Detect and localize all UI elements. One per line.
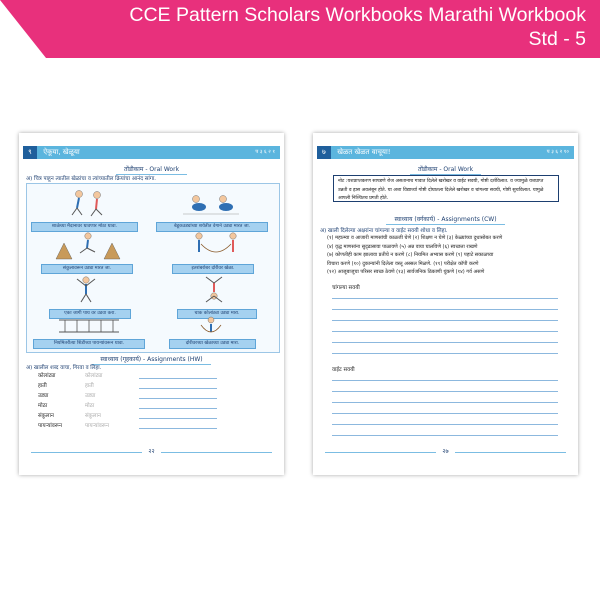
word-row: संकुलान संकुलान: [38, 413, 101, 419]
right-page-number: २७: [313, 447, 578, 455]
writing-line: [332, 331, 558, 332]
caption-6: चाक कोलांट्या उड्या मारा.: [177, 309, 257, 319]
writing-line: [139, 418, 217, 419]
writing-line: [332, 320, 558, 321]
good-habits-label: चांगल्या सवयी: [332, 285, 360, 291]
caption-3: संकुलावरून उड्या मारत जा.: [41, 264, 133, 274]
right-header-code: प ३ ६ २ १०: [546, 149, 569, 155]
habits-list-line: (४) वृद्ध माणसांना सुदृढासावा पाळावणे (५) अन्न वाया घालविणे (६) स्वच्छता राखणे: [327, 243, 478, 250]
writing-line: [332, 298, 558, 299]
right-cw-question: अ) खाली दिलेल्या अक्षरांना चांगल्या व वाईट सवयी शोधा व लिहा.: [320, 228, 448, 234]
writing-line: [332, 435, 558, 436]
caption-1: शाळेच्या मैदानावर धावणार मोठा धावा.: [31, 222, 138, 232]
habits-list-line: (१२) आजूबाजूचा परिसर स्वच्छ ठेवणे (१३) सार्वजनिक ठिकाणी थुंकणे (१४) गर्व असणे: [327, 269, 485, 275]
left-lesson-number: ९: [23, 146, 37, 159]
right-lesson-number: ७: [317, 146, 331, 159]
caption-4: इतरांबरोबर दोरीवर खेळा.: [172, 264, 254, 274]
left-page-number: २२: [19, 447, 284, 455]
right-lesson-title: खेळत खेळत वाचूया!: [337, 148, 391, 156]
banner-subtitle: Std - 5: [528, 28, 586, 50]
frog-jump-illustration: [181, 187, 241, 217]
word-row: मोठा मोठा: [38, 403, 95, 409]
oral-paragraph-box: नोट :यशप्राप्तकरण सापडणे रोज असतानाच गावात दिलेले खरोखर व वाईट सवयी, गोष्टी दर्शविलात. व ज्यामुळे यशप्राप्त उन्नती व ह्रास अवलंबून होते. या अशा विद्यार्थ्या गोष्टी दोघातला दिलेले खरोखर व चांगल्या सवयी, गोष्टी सुचविलात. यामुळे आपली निश्चितच प्रगती होते.: [333, 175, 559, 202]
left-workbook-page: [19, 133, 284, 475]
rope-play-illustration: [187, 230, 247, 262]
writing-line: [139, 428, 217, 429]
writing-line: [332, 309, 558, 310]
writing-line: [139, 388, 217, 389]
left-oral-heading: तोंडीकाम - Oral Work: [19, 165, 284, 173]
writing-line: [332, 424, 558, 425]
writing-line: [139, 378, 217, 379]
bad-habits-label: वाईट सवयी: [332, 367, 355, 373]
left-hw-heading: स्वाध्याय (गृहकार्य) - Assignments (HW): [19, 355, 284, 363]
left-page-header: [23, 146, 280, 159]
writing-line: [139, 408, 217, 409]
cartwheel-illustration: [194, 274, 234, 306]
writing-line: [139, 398, 217, 399]
left-hw-question: अ) खालील शब्द वाचा, गिरवा व लिहा.: [26, 365, 102, 371]
habits-list-line: (१) महात्म्या व आजारी माणसांची काळजी घेणे (२) शिक्षण न घेणे (३) केळ्यांच्या दुधासोबत करणे: [327, 235, 503, 241]
product-banner: [0, 0, 600, 58]
writing-line: [332, 391, 558, 392]
habits-list-line: विचारा करणे (१०) दुकान्यांनी दिलेला वस्तू अस्सल मिळणे. (११) परीक्षेत कॉपी करणे: [327, 260, 479, 267]
word-row: हाती हाती: [38, 383, 94, 389]
writing-line: [332, 353, 558, 354]
right-cw-heading: स्वाध्याय (वर्गकार्य) - Assignments (CW): [313, 215, 578, 223]
habits-list-line: (७) कोणतीही काम झालावा प्रतीचे न करणे (८) नियमित अभ्यास करणे (९) पहाटे सकाळच्या: [327, 252, 494, 258]
right-workbook-page: [313, 133, 578, 475]
ladder-illustration: [59, 316, 119, 336]
word-row: उड्या उड्या: [38, 393, 96, 399]
writing-line: [332, 342, 558, 343]
jumping-kid-illustration: [71, 274, 101, 306]
running-kids-illustration: [67, 188, 112, 218]
right-oral-heading: तोंडीकाम - Oral Work: [313, 165, 578, 173]
word-row: पायऱ्यांवरून पायऱ्यांवरून: [38, 423, 109, 429]
writing-line: [332, 402, 558, 403]
rope-jump-illustration: [191, 315, 231, 337]
left-lesson-title: ऐकूया, खेळूया: [43, 148, 80, 156]
left-oral-question: अ) चित्र पाहून त्यातील खेळांचा व त्यांच्यातील क्रियांचा आनंद सांगा.: [26, 176, 156, 182]
banner-title: CCE Pattern Scholars Workbooks Marathi Workbook: [129, 4, 586, 26]
habits-list: [327, 234, 567, 277]
hurdle-jump-illustration: [54, 231, 124, 261]
caption-2: बेडूकउड्यांच्या शर्यतीत वेगाने उड्या मारत जा.: [156, 222, 268, 232]
right-page-header: [317, 146, 574, 159]
caption-7: नियमितरीत्या शिडीच्या पायऱ्यांवरून धावा.: [33, 339, 145, 349]
caption-5: एका जागी पाय वर उडवा करा.: [49, 309, 131, 319]
writing-line: [332, 413, 558, 414]
writing-line: [332, 380, 558, 381]
word-row: कोलांट्या कोलांट्या: [38, 373, 103, 379]
left-header-code: प ३ ६ २ १: [255, 149, 275, 155]
caption-8: दोरीवरच्या खेळाच्या उड्या मारा.: [169, 339, 256, 349]
